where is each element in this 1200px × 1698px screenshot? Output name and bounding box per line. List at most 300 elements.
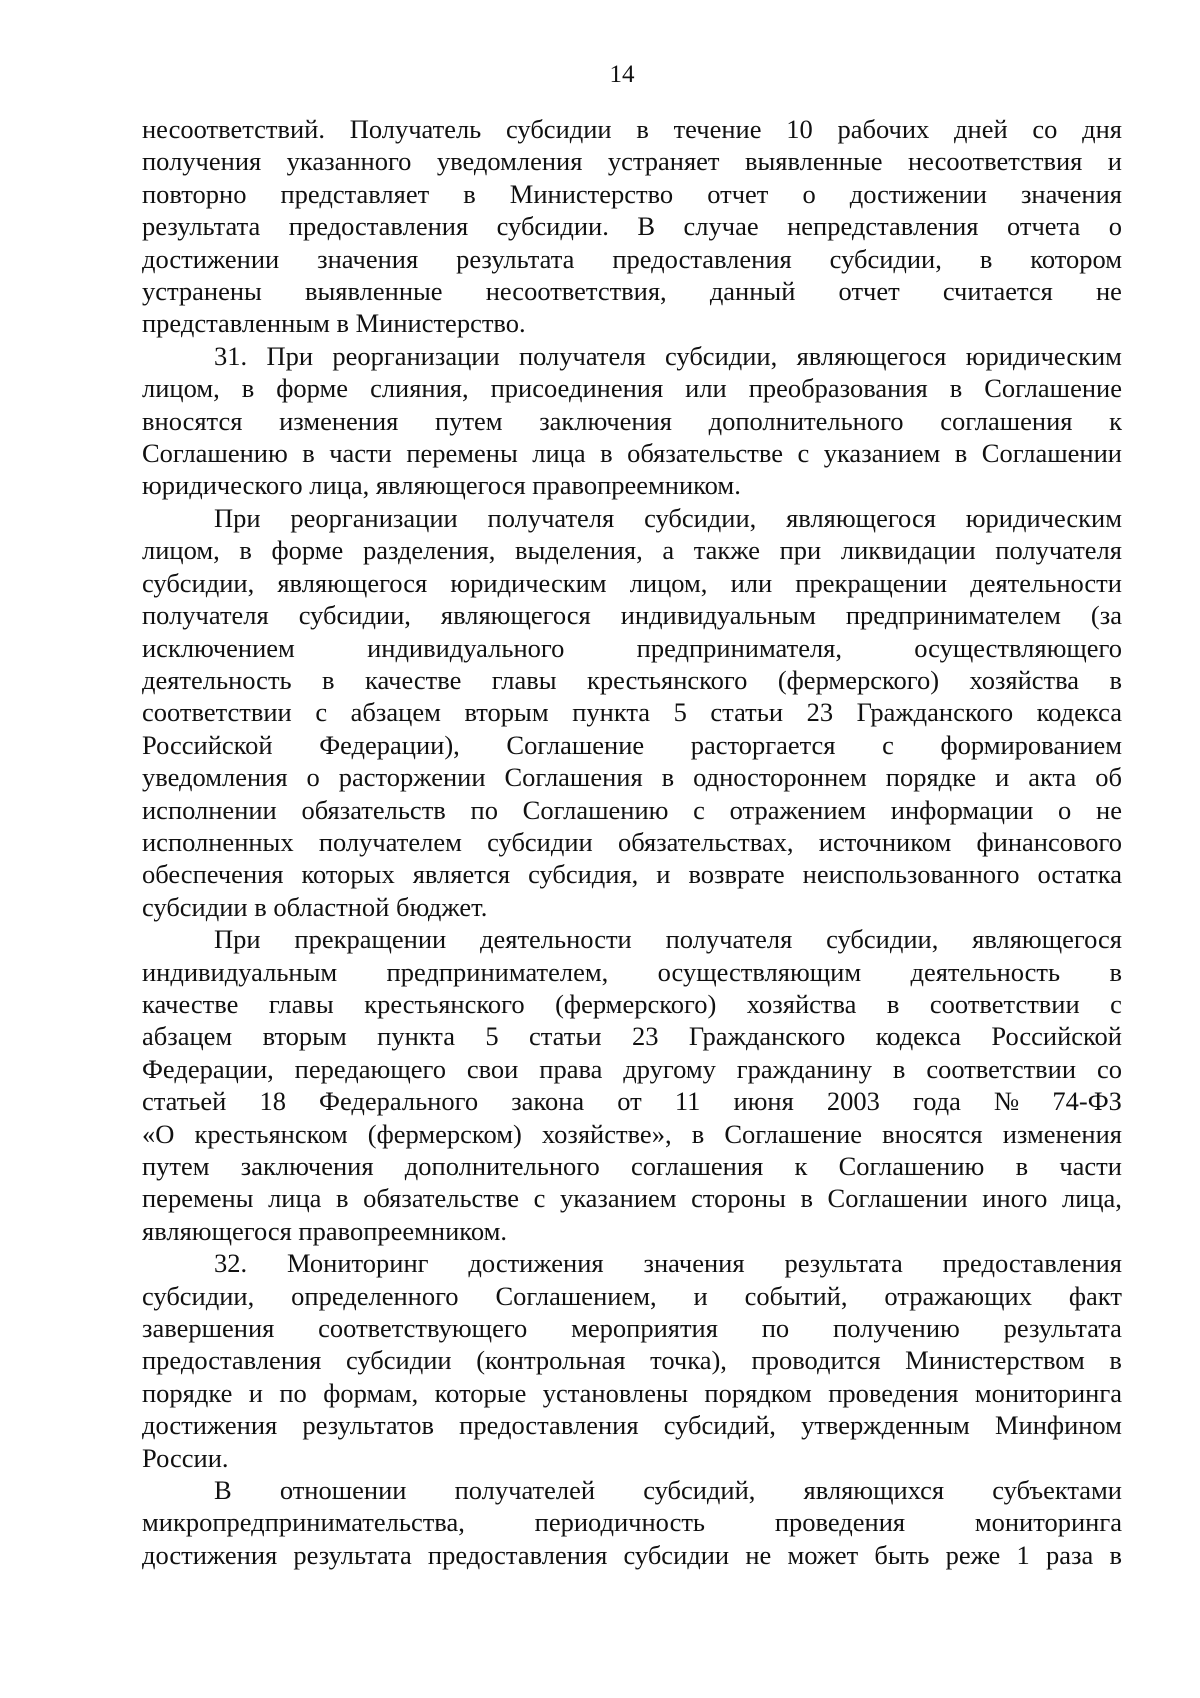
word: мероприятия [571,1313,718,1344]
word: финансового [976,826,1122,857]
word: представляет [280,178,430,209]
word: значения [317,243,419,274]
word: микропредпринимательства, [142,1507,465,1538]
word: отношении [279,1475,407,1506]
word: с [882,729,894,760]
text-line [142,599,1122,631]
word: являющегося [972,924,1122,955]
word: субсидий, [643,1475,756,1506]
word: лицом, [142,535,220,566]
word: предпринимателем, [386,956,609,987]
text-line [142,988,1122,1020]
word: являющегося [440,600,591,631]
word: определенного [291,1280,459,1311]
word: в [1015,1151,1029,1181]
word: субсидии, [665,340,778,371]
text-line [142,761,1122,793]
word: не [745,1539,772,1570]
word: субсидий, [663,1410,776,1441]
word: абзацем [350,697,441,728]
word: уведомления [436,146,583,177]
word: слияния, [370,373,469,404]
word: предоставления [942,1248,1122,1279]
text-line [142,826,1122,858]
word: 5 [485,1021,499,1052]
text-line [142,567,1122,599]
text-line [142,1312,1122,1344]
word: лица [268,1183,322,1214]
word: Соглашении [981,438,1122,469]
word: предпринимателем [845,600,1061,631]
word: Гражданского [688,1021,846,1052]
word: Российской [142,729,273,760]
word: результата [456,243,575,274]
word: значения [1020,178,1122,209]
word: индивидуальным [620,600,816,631]
word: отражающих [884,1280,1032,1311]
word: деятельности [480,924,632,955]
word: получателя [518,340,646,371]
word: предоставления [288,211,469,242]
word: 2003 [826,1086,880,1117]
word: 10 [786,114,813,144]
paragraph [142,1474,1122,1571]
word: (фермерском) [367,1118,522,1149]
word: части [1059,1151,1122,1181]
word: проведения [828,1377,959,1408]
text-line: юридического лица, являющегося правопреемником. [142,470,741,501]
word: деятельность [910,956,1061,987]
word: деятельность [142,664,292,695]
word: лицом, [629,567,708,598]
word: субсидии, [829,243,942,274]
text-line [142,1280,1122,1312]
word: предоставления [427,1539,608,1570]
word: Федерации), [319,729,460,760]
word: разделения, [362,535,496,566]
word: соответствующего [318,1313,528,1344]
word: устраняет [607,146,720,177]
word: прекращении [294,924,447,955]
word: При [214,502,261,533]
word: субсидия, [528,859,639,890]
word: в [322,664,335,695]
word: рабочих [837,114,930,144]
word: стороны [691,1183,786,1214]
word: обязательств [301,794,446,825]
word: свои [466,1053,519,1084]
word: течение [673,114,762,144]
text-line [142,858,1122,890]
word: неиспользованного [802,859,1020,890]
word: (контрольная [476,1345,626,1376]
text-line [142,178,1122,210]
word: преобразования [748,373,928,404]
word: качестве [142,988,239,1019]
word: получателем [318,826,462,857]
word: о [802,178,816,209]
word: устранены [142,276,262,307]
word: и [995,762,1010,793]
word: информации [890,794,1034,825]
word: Минфином [994,1410,1122,1441]
word: несоответствия, [485,276,667,307]
word: случае [683,211,759,242]
word: Гражданского [856,697,1014,728]
text-line [142,145,1122,177]
word: по [761,1313,790,1344]
word: заключения [240,1151,374,1181]
text-line [142,340,1122,372]
word: года [912,1086,961,1117]
word: Соглашение [506,729,645,760]
word: дополнительного [404,1151,600,1181]
word: (фермерского) [777,664,940,695]
word: субсидии. [496,211,609,242]
word: получению [833,1313,960,1344]
text-line [142,372,1122,404]
word: дней [954,114,1008,144]
word: реорганизации [332,340,500,371]
text-line [142,1344,1122,1376]
word: вторым [464,697,549,728]
word: Соглашения [504,762,643,793]
word: быть [874,1539,930,1570]
word: прекращении [795,567,948,598]
word: в [600,438,613,469]
word: реже [945,1539,1001,1570]
text-line [142,1377,1122,1409]
word: исполнении [142,794,277,825]
word: изменения [279,405,399,436]
word: возврате [688,859,785,890]
word: Соглашению [838,1151,985,1181]
word: субсидии, [826,924,939,955]
word: «О [142,1118,175,1149]
word: котором [1030,243,1122,274]
word: акта [1028,762,1077,793]
word: юридическим [965,502,1122,533]
word: указанием [823,438,941,469]
word: соответствии [142,697,292,728]
word: завершения [142,1313,275,1344]
word: раза [1046,1539,1094,1570]
text-line [142,243,1122,275]
word: Мониторинг [287,1248,429,1279]
word: Министерство [509,178,674,209]
word: точка), [650,1345,727,1376]
word: статьи [529,1021,602,1052]
word: исключением [142,632,295,663]
word: лица [532,438,586,469]
paragraph [142,1247,1122,1474]
word: кодекса [875,1021,961,1052]
word: мониторинга [974,1507,1122,1538]
word: не [1096,794,1122,825]
word: источником [818,826,952,857]
word: в [1109,956,1122,987]
word: в [949,373,963,404]
word: предоставления [459,1410,639,1441]
word: со [1032,114,1058,144]
word: субсидии, [142,1280,255,1311]
word: в [239,535,252,566]
word: предпринимателя, [636,632,842,663]
word: которые [434,1377,527,1408]
word: считается [942,276,1053,307]
word: также [693,535,760,566]
text-line [142,1118,1122,1150]
paragraph [142,923,1122,1247]
word: непредставления [787,211,979,242]
word: главы [268,988,334,1019]
word: 11 [674,1086,701,1117]
word: индивидуальным [142,956,338,987]
word: предоставления [142,1345,322,1376]
word: отчет [707,178,769,209]
word: достижении [142,243,280,274]
word: достижения [142,1539,278,1570]
word: формам, [323,1377,419,1408]
word: статьи [710,697,784,728]
word: указанного [286,146,412,177]
word: передающего [294,1053,446,1084]
text-line: России. [142,1442,229,1473]
word: Федерального [319,1086,479,1117]
text-line [142,275,1122,307]
word: в [661,762,675,793]
text-line [142,923,1122,955]
word: субсидии [487,826,593,857]
word: перемены [406,438,518,469]
word: являющегося [786,502,936,533]
word: субсидии [345,1345,452,1376]
word: хозяйства [969,664,1080,695]
word: результата [142,211,261,242]
word: соглашения [630,1151,764,1181]
page-number: 14 [609,61,635,88]
word: 31. [214,340,248,371]
word: данный [709,276,796,307]
text-line: представленным в Министерство. [142,308,526,339]
word: качестве [364,664,462,695]
word: о [1058,794,1072,825]
text-line [142,1053,1122,1085]
word: крестьянского [587,664,748,695]
word: получателя [995,535,1122,566]
word: в [800,1183,813,1214]
word: главы [491,664,557,695]
word: путем [142,1151,210,1181]
word: предоставления [612,243,792,274]
word: исполненных [142,826,294,857]
word: установлены [542,1377,688,1408]
word: и [1107,146,1122,177]
word: а [662,535,675,566]
text-line [142,1150,1122,1182]
text-line [142,1085,1122,1117]
text-line [142,632,1122,664]
word: в [892,1053,906,1084]
word: в [636,114,649,144]
word: от [617,1086,642,1117]
word: событий, [744,1280,848,1311]
word: остатка [1037,859,1122,890]
word: 1 [1016,1539,1030,1570]
word: июня [733,1086,794,1117]
word: отчета [1006,211,1081,242]
word: Соглашение [984,373,1122,404]
word: и [656,859,671,890]
word: при [779,535,822,566]
word: (фермерского) [555,988,717,1019]
word: уведомления [142,762,288,793]
word: выделения, [514,535,643,566]
word: может [787,1539,859,1570]
word: Соглашению [522,794,669,825]
word: кодекса [1036,697,1122,728]
word: перемены [142,1183,254,1214]
word: с [315,697,328,728]
word: лица, [1061,1183,1122,1214]
word: соответствии [929,988,1080,1019]
text-line [142,534,1122,566]
paragraph [142,502,1122,923]
word: Федерации, [142,1053,274,1084]
word: и [693,1280,708,1311]
word: реорганизации [290,502,458,533]
text-line [142,956,1122,988]
word: в [1109,1539,1122,1570]
text-line [142,502,1122,534]
word: выявленные [744,146,883,177]
word: являющегося [796,340,947,371]
word: соглашения [940,405,1073,436]
word: достижения [142,1410,278,1441]
word: с [797,438,810,469]
text-line [142,1182,1122,1214]
text-line: субсидии в областной бюджет. [142,891,488,922]
word: При [266,340,314,371]
word: одностороннем [693,762,867,793]
text-line [142,437,1122,469]
word: к [794,1151,808,1181]
word: получателя [142,600,269,631]
word: расторжении [338,762,486,793]
word: факт [1068,1280,1122,1311]
word: 5 [673,697,687,728]
word: достижении [849,178,987,209]
word: крестьянском [194,1118,348,1149]
word: субсидии [623,1539,730,1570]
text-line [142,1539,1122,1571]
word: путем [435,405,503,436]
word: 23 [806,697,834,728]
text-line [142,729,1122,761]
word: порядке [142,1377,233,1408]
word: В [637,211,656,242]
word: ликвидации [840,535,976,566]
word: индивидуального [367,632,565,663]
word: расторгается [690,729,836,760]
word: отчет [838,276,900,307]
word: закона [511,1086,585,1117]
word: изменения [1002,1118,1122,1149]
word: или [730,567,773,598]
word: результата [784,1248,903,1279]
text-line [142,210,1122,242]
word: порядком [704,1377,812,1408]
word: субъектами [992,1475,1122,1506]
word: в [302,438,315,469]
word: дня [1082,114,1122,144]
word: в [954,438,968,469]
word: в [241,373,255,404]
word: хозяйстве», [541,1118,672,1149]
word: иного [982,1183,1048,1214]
word: отражением [729,794,867,825]
word: являющихся [803,1475,945,1506]
word: получателя [665,924,793,955]
word: в [979,243,993,274]
word: значения [643,1248,745,1279]
word: права [539,1053,603,1084]
paragraph [142,340,1122,502]
word: о [1108,211,1122,242]
word: Соглашение [724,1118,863,1149]
word: деятельности [970,567,1122,598]
word: 18 [259,1086,286,1117]
word: Российской [991,1021,1122,1052]
word: вносятся [142,405,243,436]
word: части [329,438,392,469]
word: в [1109,664,1122,695]
word: периодичность [534,1507,706,1538]
word: В [214,1475,232,1506]
word: результатов [302,1410,434,1441]
text-line [142,1247,1122,1279]
word: другому [623,1053,716,1084]
word: в [886,988,900,1019]
word: об [1095,762,1122,793]
word: осуществляющего [914,632,1122,663]
word: лицом, [142,373,220,404]
word: присоединения [490,373,664,404]
word: субсидии, [298,600,411,631]
word: обязательстве [627,438,783,469]
word: обеспечения [142,859,284,890]
word: 74-ФЗ [1052,1086,1122,1117]
word: вносятся [882,1118,983,1149]
word: Получатель [349,114,482,144]
word: результата [1003,1313,1122,1344]
word: с [533,1183,546,1214]
word: гражданину [736,1053,873,1084]
text-line: являющегося правопреемником. [142,1215,507,1246]
text-line [142,1409,1122,1441]
paragraph [142,113,1122,340]
word: является [412,859,511,890]
word: дополнительного [708,405,904,436]
word: которых [301,859,395,890]
word: мониторинга [974,1377,1122,1408]
word: абзацем [142,1021,233,1052]
document-body [142,113,1122,1571]
word: в [1109,1345,1122,1376]
word: указанием [559,1183,677,1214]
word: 32. [214,1248,248,1279]
word: или [685,373,727,404]
